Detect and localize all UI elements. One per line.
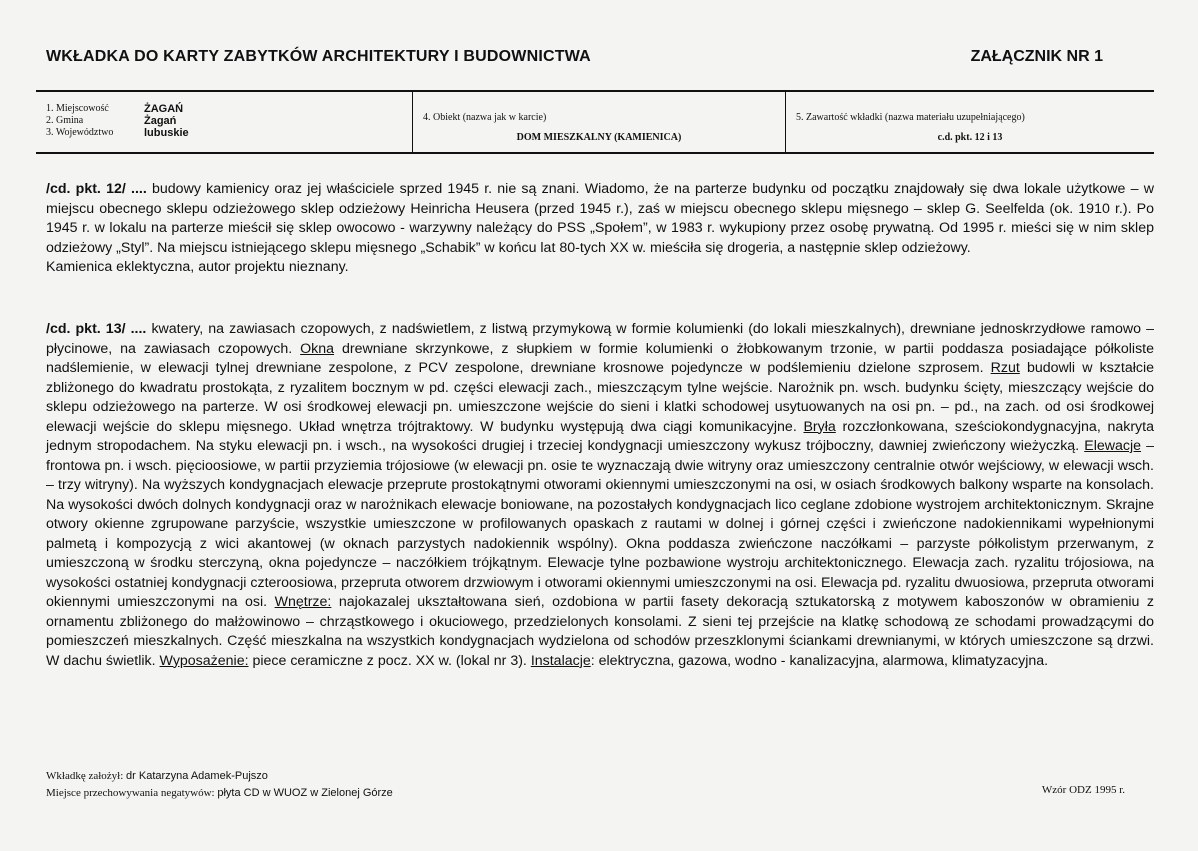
heading-equipment: Wyposażenie: (159, 652, 249, 669)
contents-value: c.d. pkt. 12 i 13 (937, 132, 1003, 143)
commune-value: Żagań (144, 115, 177, 127)
location-cell (36, 92, 413, 152)
point-12-text: budowy kamienicy oraz jej właściciele sprzed 1945 r. nie są znani. Wiadomo, że na parterze budynku od początku znajdowały się dwa lokale użytkowe – w miejscu obecnego sklepu odzieżowego sklep odzieżowy Heinricha Heusera (przed 1945 r.), zaś w miejscu obecnego sklepu mięsnego – sklep G. Seelfelda (ok. 1910 r.). Po 1945 r. w lokalu na parterze mieścił się sklep owocowo - warzywny należący do PSS „Społem”, w 1983 r. wykupiony przez osobę prywatną. Od 1995 r. mieści się w nim sklep odzieżowy „Styl”. Na miejscu istniejącego sklepu mięsnego „Schabik” w końcu lat 80-tych XX w. mieściła się drogeria, a następnie sklep odzieżowy. (46, 181, 1154, 256)
metadata-table (36, 90, 1154, 154)
locality-value: ŻAGAŃ (144, 103, 184, 115)
commune-label: 2. Gmina (46, 115, 84, 126)
heading-elevations: Elewacje (1084, 438, 1142, 454)
footer-info (46, 768, 393, 802)
text-plan: budowli w kształcie zbliżonego do kwadratu prostokąta, z ryzalitem bocznym w pd. części elewacji zach., mieszczącym tylne wejście. Narożnik pn. wsch. budynku ścięty, mieszczący wejście do sklepu odzieżowego na parterze. W osi środkowej elewacji pn. umieszczone wejście do sieni i klatki schodowej usytuowanych na osi pn. – pd., na zach. od osi środkowej elewacji wejście do sklepu mięsnego. Układ wnętrza trójtraktowy. W budynku występują dwa ciągi komunikacyjne. (46, 360, 1154, 435)
annex-label: ZAŁĄCZNIK NR 1 (970, 48, 1103, 65)
point-13-lead: /cd. pkt. 13/ .... (46, 321, 147, 337)
locality-label: 1. Miejscowość (46, 103, 109, 114)
point-12-author-line: Kamienica eklektyczna, autor projektu nieznany. (46, 259, 349, 275)
text-doors: kwatery, na zawiasach czopowych, z nadświetlem, z listwą przymykową w formie kolumienki (do lokali mieszkalnych), drewniane jednoskrzydłowe ramowo – płycinowe, na zawiasach czopowych. (46, 321, 1154, 357)
text-elevations: – frontowa pn. i wsch. pięcioosiowe, w partii przyziemia trójosiowe (w elewacji pn. osie te wyznaczają dwie witryny oraz umieszczony centralnie otwór wejściowy, w elewacji wsch. – trzy witryny). Na wyższych kondygnacjach elewacje przeprute prostokątnymi otworami okiennymi umieszczonymi na osi, w osiach środkowych balkony wsparte na konsolach. Na wysokości dwóch dolnych kondygnacji oraz w narożnikach elewacje boniowane, na pozostałych kondygnacjach lico ceglane zdobione wystrojem architektonicznym. Skrajne otwory okienne zgrupowane parzyście, wszystkie umieszczone w profilowanych opaskach z rautami w dolnej i górnej części i zwieńczone nadokiennikami wypełnionymi palmetą i kompozycją z wici akantowej (w oknach parzystych nadokiennik wspólny). Okna poddasza zwieńczone naczółkami – parzyste półkolistym przerwanym, z umieszczoną w środku sterczyną, okna pojedyncze – naczółkiem trójkątnym. Elewacje tylne pozbawione wystroju architektonicznego. Elewacja zach. ryzalitu trójosiowa, na wysokości ostatniej kondygnacji czteroosiowa, przepruta otworem drzwiowym i otworami okiennymi umieszczonymi na osi. Elewacja pd. ryzalitu dwuosiowa, przepruta otworami okiennymi umieszczonymi na osi. (46, 438, 1154, 610)
heading-massing: Bryła (803, 418, 836, 435)
voivodeship-value: lubuskie (144, 127, 189, 139)
author-value: dr Katarzyna Adamek-Pujszo (126, 770, 268, 782)
text-interior: najokazalej ukształtowana sień, ozdobiona w partii fasety dekoracją sztukatorską z motywem kaboszonów w obramieniu z ornamentu zbliżonego do małżowinowo – chrząstkowego i okuciowego, przedzielonych konsolami. Z sieni tej przejście na klatkę schodową ze schodami prowadzącymi do pomieszczeń mieszkalnych. Część mieszkalna na wszystkich kondygnacjach wydzielona od schodów przeszklonymi ściankami drewnianymi, w których umieszczone są drzwi. W dachu świetlik. (46, 594, 1154, 669)
paragraph-point-12 (46, 180, 1154, 278)
heading-windows: Okna (300, 340, 335, 357)
point-12-lead: /cd. pkt. 12/ .... (46, 181, 147, 197)
page-title: WKŁADKA DO KARTY ZABYTKÓW ARCHITEKTURY I BUDOWNICTWA (46, 48, 591, 65)
text-installations: : elektryczna, gazowa, wodno - kanalizacyjna, alarmowa, klimatyzacyjna. (590, 652, 1049, 669)
author-line (46, 768, 393, 785)
storage-line (46, 785, 393, 802)
heading-plan: Rzut (990, 360, 1020, 376)
text-equipment: piece ceramiczne z pocz. XX w. (lokal nr 3). (248, 652, 531, 669)
heading-interior: Wnętrze: (274, 594, 332, 610)
object-value: DOM MIESZKALNY (KAMIENICA) (516, 132, 682, 143)
contents-label: 5. Zawartość wkładki (nazwa materiału uzupełniającego) (796, 112, 1025, 123)
author-label: Wkładkę założył: (46, 770, 127, 782)
template-label: Wzór ODZ 1995 r. (1041, 784, 1125, 796)
storage-label: Miejsce przechowywania negatywów: (46, 787, 218, 799)
heading-installations: Instalacje (530, 652, 591, 669)
object-cell (413, 92, 786, 152)
text-massing: rozczłonkowana, sześciokondygnacyjna, nakryta jednym stropodachem. Na styku elewacji pn. i wsch., na wysokości drugiej i trzeciej kondygnacji umieszczony wykusz trójboczny, dawniej zwieńczony wieżyczką. (46, 418, 1154, 454)
voivodeship-label: 3. Województwo (46, 127, 114, 138)
storage-value: płyta CD w WUOZ w Zielonej Górze (217, 787, 393, 799)
text-windows: drewniane skrzynkowe, z słupkiem w formie kolumienki o żłobkowanym trzonie, w partii poddasza posiadające półkoliste nadślemienie, w elewacji tylnej drewniane zespolone, z PCV zespolone, drewniane krosnowe pojedyncze w podślemieniu dzielone szprosem. (46, 340, 1155, 376)
paragraph-point-13 (46, 320, 1154, 671)
object-label: 4. Obiekt (nazwa jak w karcie) (423, 112, 547, 123)
contents-cell (786, 92, 1154, 152)
